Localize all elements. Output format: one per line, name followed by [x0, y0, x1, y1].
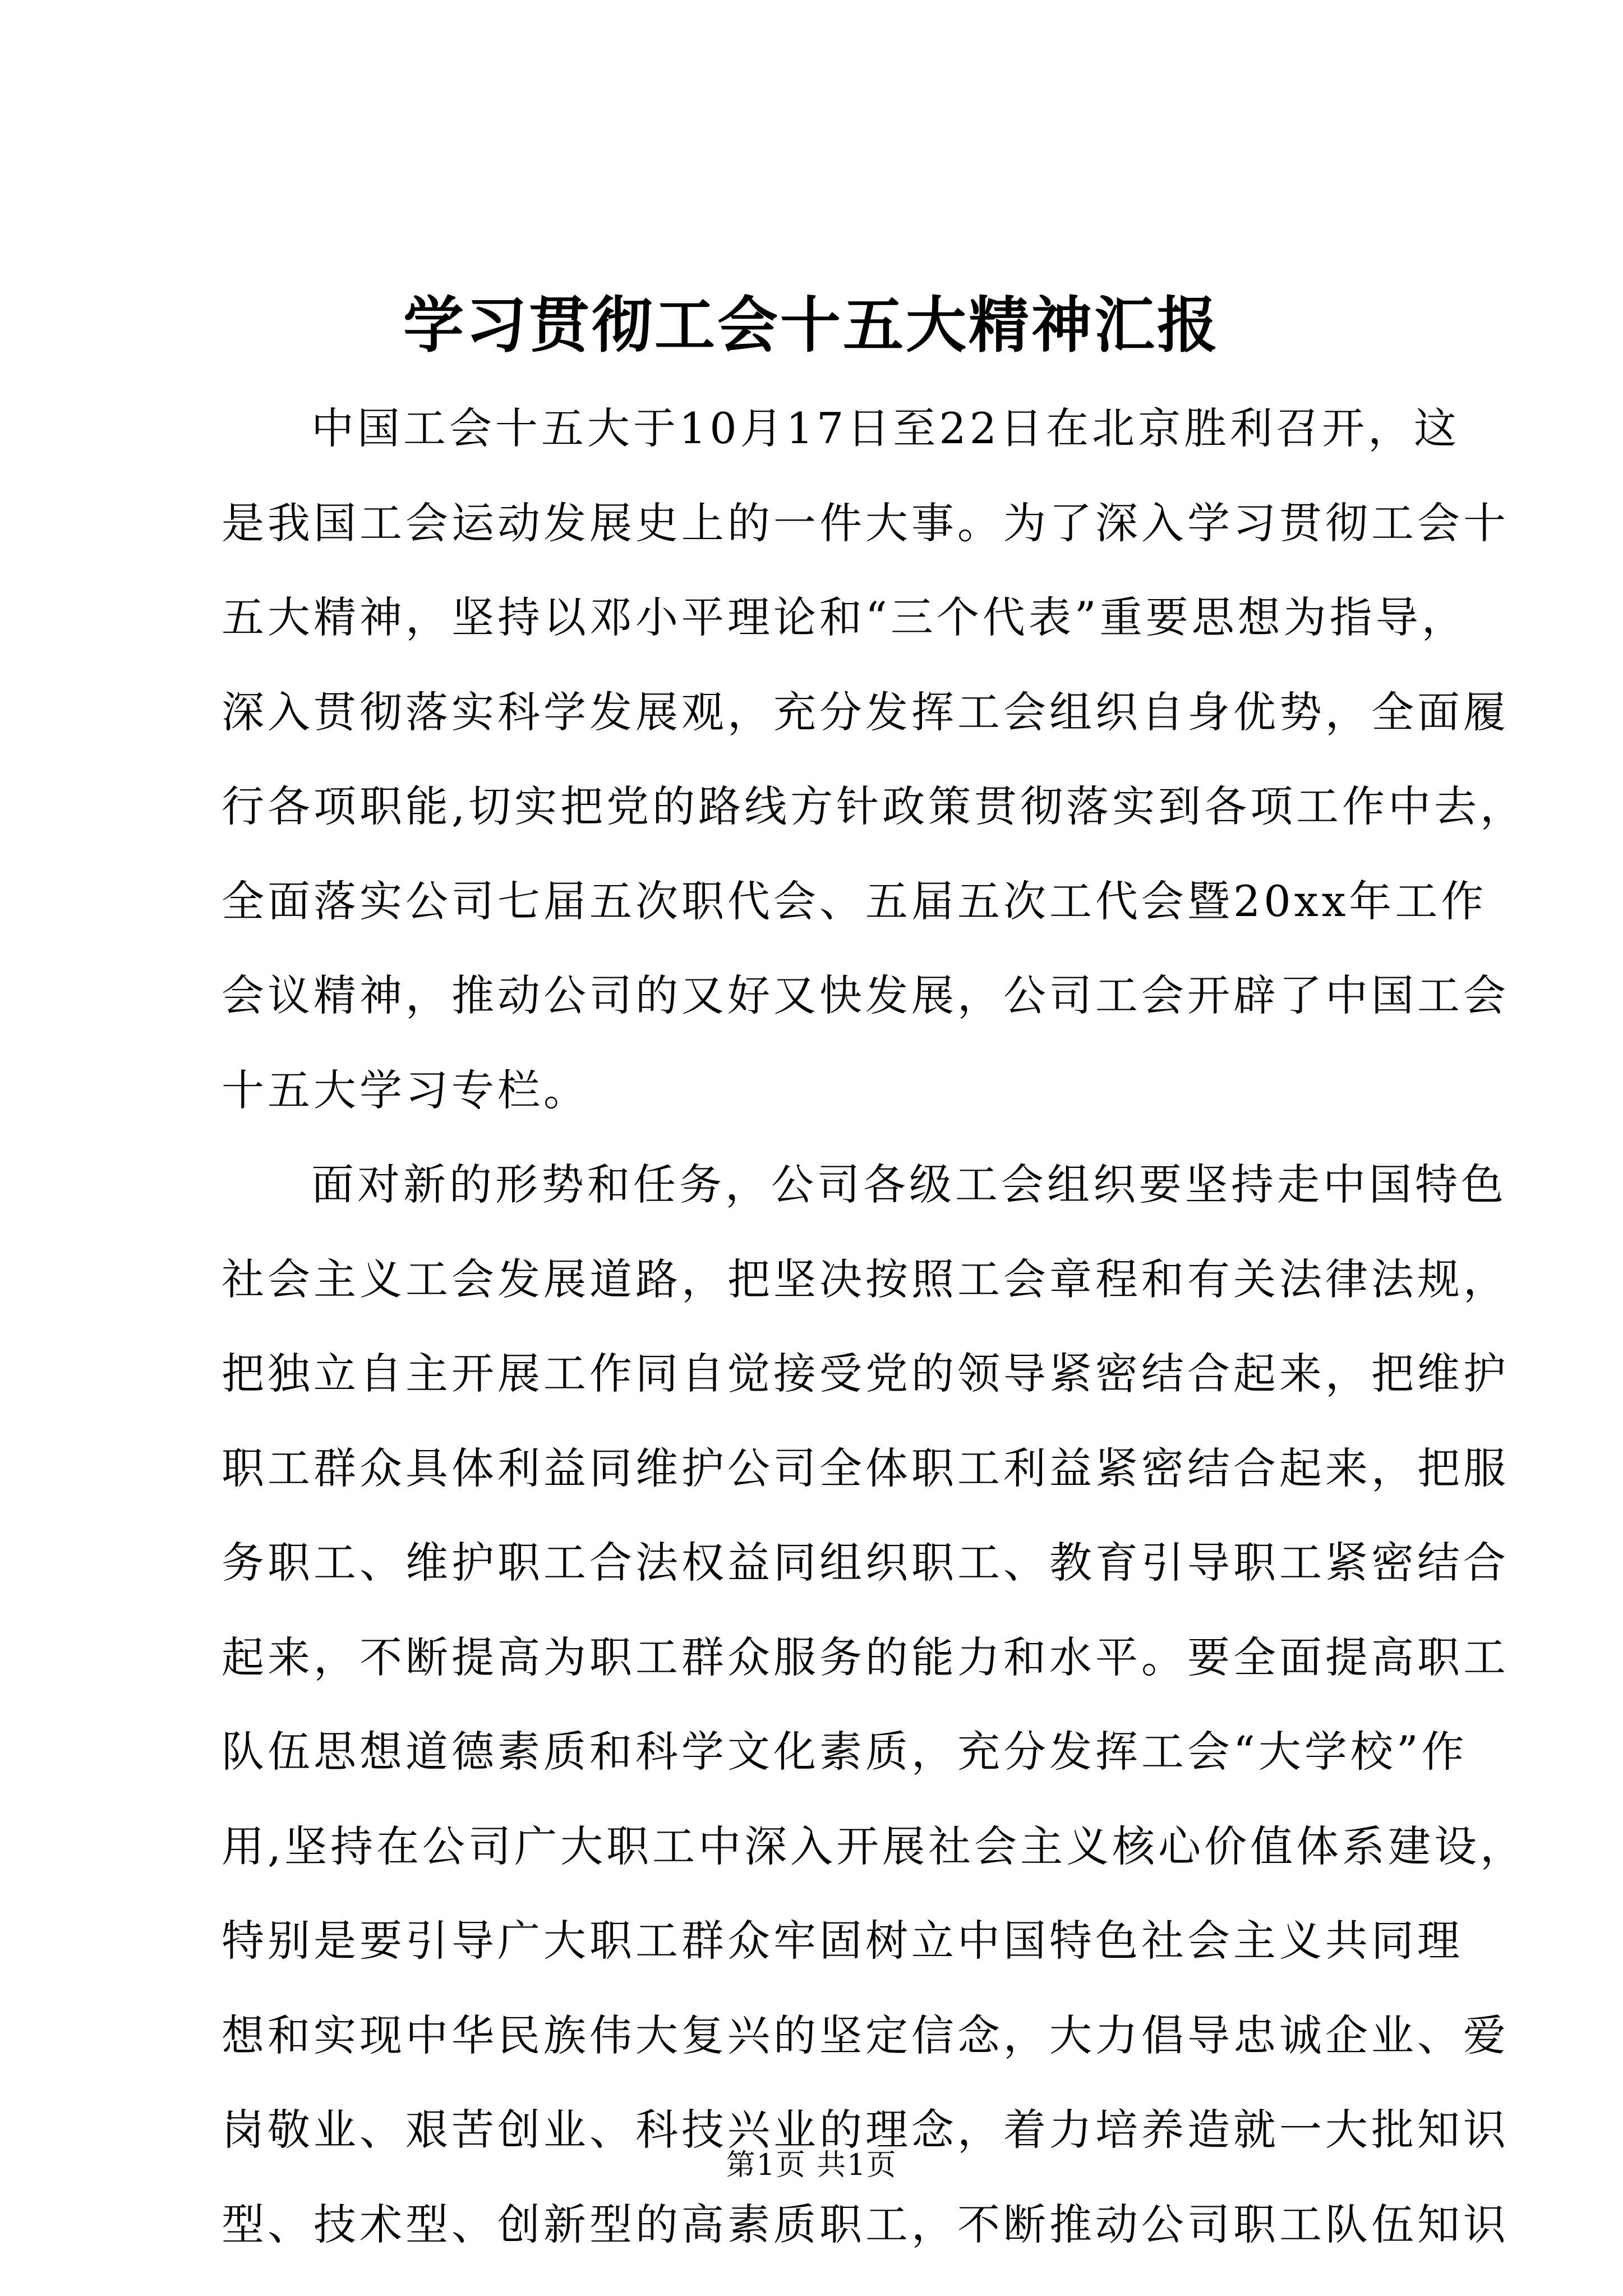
paragraph-1	[222, 381, 1527, 1138]
text-line: 想和实现中华民族伟大复兴的坚定信念，大力倡导忠诚企业、爱	[222, 2010, 1509, 2060]
text-line: 十五大学习专栏。	[222, 1065, 589, 1115]
text-line: 职工群众具体利益同维护公司全体职工利益紧密结合起来，把服	[222, 1443, 1509, 1493]
text-line: 特别是要引导广大职工群众牢固树立中国特色社会主义共同理	[222, 1916, 1463, 1966]
text-line: 岗敬业、艰苦创业、科技兴业的理念，着力培养造就一大批知识	[222, 2105, 1509, 2155]
text-line: 用,坚持在公司广大职工中深入开展社会主义核心价值体系建设，	[222, 1821, 1527, 1871]
text-line: 五大精神，坚持以邓小平理论和“三个代表”重要思想为指导，	[222, 592, 1468, 642]
text-line: 社会主义工会发展道路，把坚决按照工会章程和有关法律法规，	[222, 1254, 1509, 1304]
text-line: 行各项职能,切实把党的路线方针政策贯彻落实到各项工作中去，	[222, 781, 1527, 831]
text-line: 中国工会十五大于10月17日至22日在北京胜利召开，这	[311, 403, 1460, 453]
text-line: 起来，不断提高为职工群众服务的能力和水平。要全面提高职工	[222, 1632, 1509, 1682]
text-line: 全面落实公司七届五次职代会、五届五次工代会暨20xx年工作	[222, 876, 1487, 926]
text-line: 面对新的形势和任务，公司各级工会组织要坚持走中国特色	[311, 1159, 1507, 1209]
paragraph-2	[222, 1138, 1527, 2272]
text-line: 是我国工会运动发展史上的一件大事。为了深入学习贯彻工会十	[222, 498, 1509, 548]
text-line: 队伍思想道德素质和科学文化素质，充分发挥工会“大学校”作	[222, 1727, 1468, 1777]
document-body	[222, 381, 1527, 2272]
text-line: 把独立自主开展工作同自觉接受党的领导紧密结合起来，把维护	[222, 1349, 1509, 1398]
text-line: 深入贯彻落实科学发展观，充分发挥工会组织自身优势，全面履	[222, 687, 1509, 737]
text-line: 型、技术型、创新型的高素质职工，不断推动公司职工队伍知识	[222, 2199, 1509, 2249]
page-footer: 第1页 共1页	[726, 2148, 897, 2182]
document-title: 学习贯彻工会十五大精神汇报	[403, 290, 1220, 361]
text-line: 会议精神，推动公司的又好又快发展，公司工会开辟了中国工会	[222, 970, 1509, 1020]
text-line: 务职工、维护职工合法权益同组织职工、教育引导职工紧密结合	[222, 1538, 1509, 1588]
